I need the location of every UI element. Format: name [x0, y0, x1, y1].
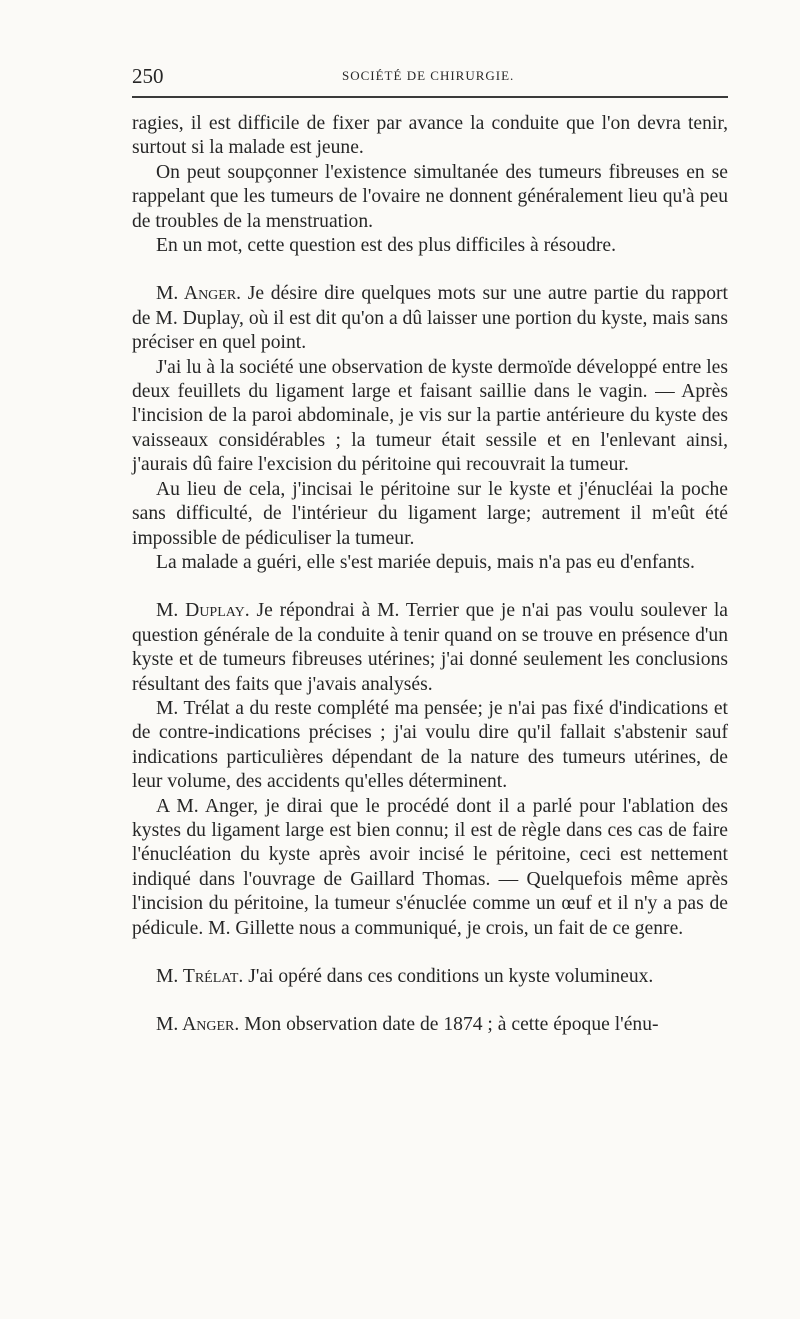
paragraph: M. Anger. Je désire dire quelques mots sur une autre partie du rapport de M. Duplay, où il est dit qu'on a dû laisser une portion du kyste, mais sans préciser en quel point.: [132, 283, 728, 354]
page-number: 250: [132, 64, 164, 88]
speaker-name: M. Duplay.: [156, 600, 250, 622]
paragraph: Au lieu de cela, j'incisai le péritoine sur le kyste et j'énucléai la poche sans difficulté, de l'intérieur du ligament large; autrement il m'eût été impossible de pédiculiser la tumeur.: [132, 478, 728, 549]
speaker-name: M. Trélat.: [156, 966, 244, 987]
paragraph: M. Anger. Mon observation date de 1874 ; à cette époque l'énu-: [156, 1014, 659, 1036]
page-body: [132, 112, 728, 1038]
paragraph: On peut soupçonner l'existence simultanée des tumeurs fibreuses en se rappelant que les tumeurs de l'ovaire ne donnent généralement lieu qu'à peu de troubles de la menstruation.: [132, 161, 728, 232]
document-page: [132, 58, 728, 1038]
paragraph: La malade a guéri, elle s'est mariée depuis, mais n'a pas eu d'enfants.: [156, 551, 695, 573]
header-rule: [132, 96, 728, 98]
paragraph: M. Duplay. Je répondrai à M. Terrier que je n'ai pas voulu soulever la question générale de la conduite à tenir quand on se trouve en présence d'un kyste et de tumeurs fibreuses utérines; j'ai donné seulement les conclusions résultant des faits que j'avais analysés.: [132, 600, 728, 695]
page-header: [132, 58, 728, 88]
paragraph: ragies, il est difficile de fixer par avance la conduite que l'on devra tenir, surtout si la malade est jeune.: [132, 113, 728, 159]
paragraph: J'ai lu à la société une observation de kyste dermoïde développé entre les deux feuillets du ligament large et faisant saillie dans le vagin. — Après l'incision de la paroi abdominale, je vis sur la partie antérieure du kyste des vaisseaux considérables ; la tumeur était sessile et en l'enlevant ainsi, j'aurais dû faire l'excision du péritoine qui recouvrait la tumeur.: [132, 356, 728, 476]
speaker-name: M. Anger.: [156, 283, 242, 305]
paragraph: M. Trélat a du reste complété ma pensée; je n'ai pas fixé d'indications et de contre-indications précises ; j'ai voulu dire qu'il fallait s'abstenir sauf indications particulières dépendant de la nature des tumeurs utérines, de leur volume, des accidents qu'elles déterminent.: [132, 697, 728, 793]
speaker-name: M. Anger.: [156, 1014, 240, 1036]
paragraph: En un mot, cette question est des plus difficiles à résoudre.: [156, 235, 616, 257]
paragraph: M. Trélat. J'ai opéré dans ces conditions un kyste volumineux.: [156, 966, 654, 987]
running-title: SOCIÉTÉ DE CHIRURGIE.: [342, 68, 515, 83]
paragraph: A M. Anger, je dirai que le procédé dont il a parlé pour l'ablation des kystes du ligament large est bien connu; il est de règle dans ces cas de faire l'énucléation du kyste après avoir incisé le péritoine, ceci est nettement indiqué dans l'ouvrage de Gaillard Thomas. — Quelquefois même après l'incision du péritoine, la tumeur s'énuclée comme un œuf et il n'y a pas de pédicule. M. Gillette nous a communiqué, je crois, un fait de ce genre.: [132, 795, 728, 939]
